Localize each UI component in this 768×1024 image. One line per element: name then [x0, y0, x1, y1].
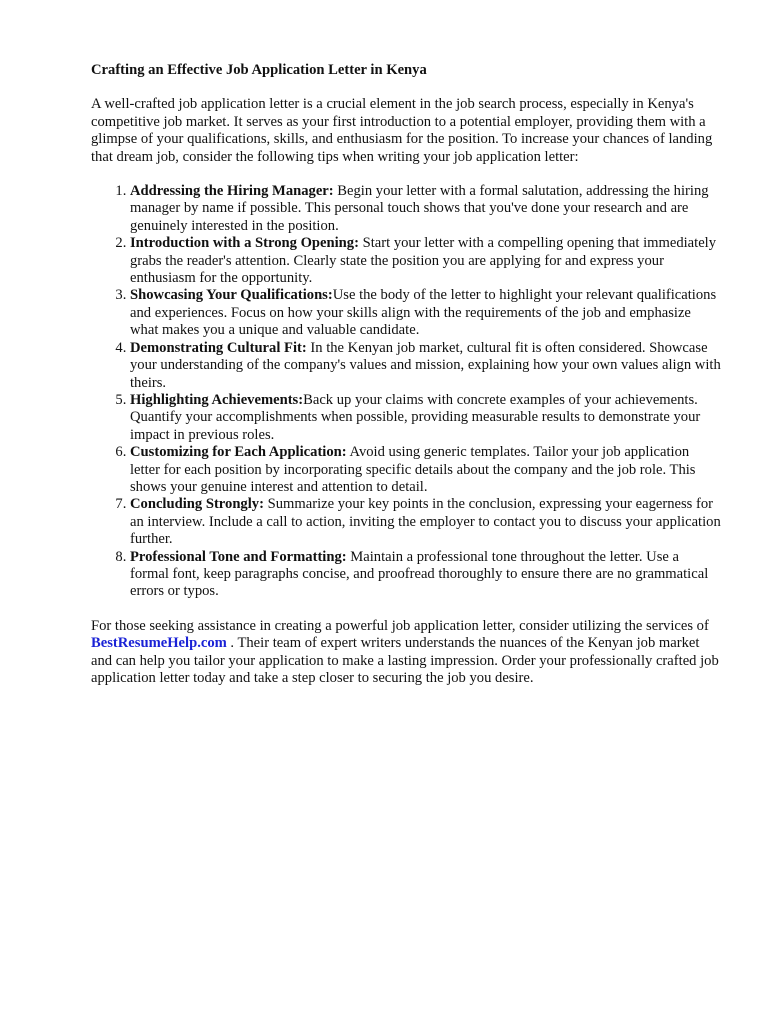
list-item — [130, 287, 721, 339]
tip-body: Summarize your key points in the conclusion, expressing your eagerness for an interview. Include a call to action, inviting the employer to contact you to discuss your application further. — [130, 496, 721, 548]
tip-heading: Demonstrating Cultural Fit: — [130, 339, 307, 356]
closing-text-after: . Their team of expert writers understands the nuances of the Kenyan job market and can help you tailor your application to make a lasting impression. Order your professionally crafted job application letter today and take a step closer to securing the job you desire. — [91, 635, 719, 686]
list-item — [130, 444, 721, 496]
tip-body: Back up your claims with concrete examples of your achievements. Quantify your accomplishments when possible, providing measurable results to demonstrate your impact in previous roles. — [130, 391, 701, 443]
list-item — [130, 496, 721, 548]
list-item — [130, 549, 721, 601]
tip-heading: Addressing the Hiring Manager: — [130, 183, 334, 200]
tip-heading: Showcasing Your Qualifications: — [130, 287, 333, 304]
list-item — [130, 235, 721, 287]
list-item — [130, 340, 721, 392]
tip-heading: Introduction with a Strong Opening: — [130, 235, 359, 252]
list-item — [130, 392, 721, 444]
list-item — [130, 183, 721, 235]
tip-body: Avoid using generic templates. Tailor your job application letter for each position by incorporating specific details about the company and the job role. This shows your genuine interest and attention to detail. — [130, 444, 696, 495]
tip-heading: Highlighting Achievements: — [130, 391, 304, 408]
tip-body: Maintain a professional tone throughout the letter. Use a formal font, keep paragraphs concise, and proofread thoroughly to ensure there are no grammatical errors or typos. — [130, 548, 709, 600]
document-title: Crafting an Effective Job Application Letter in Kenya — [91, 62, 427, 78]
intro-paragraph: A well-crafted job application letter is a crucial element in the job search process, especially in Kenya's competitive job market. It serves as your first introduction to a potential employer, providing them with a glimpse of your qualifications, skills, and enthusiasm for the position. To increase your chances of landing that dream job, consider the following tips when writing your job application letter: — [91, 96, 713, 165]
tip-body: Use the body of the letter to highlight your relevant qualifications and experiences. Focus on how your skills align with the requirements of the job and emphasize what makes you a unique and valuable candidate. — [130, 287, 717, 339]
tip-body: Begin your letter with a formal salutation, addressing the hiring manager by name if possible. This personal touch shows that you've done your research and are genuinely interested in the position. — [130, 183, 709, 234]
tip-heading: Professional Tone and Formatting: — [130, 548, 347, 565]
tip-heading: Customizing for Each Application: — [130, 444, 347, 461]
tip-heading: Concluding Strongly: — [130, 496, 264, 513]
bestresumehelp-link[interactable]: BestResumeHelp.com — [91, 635, 227, 652]
tips-list — [91, 183, 721, 601]
tip-body: In the Kenyan job market, cultural fit is often considered. Showcase your understanding of the company's values and mission, explaining how your own values align with theirs. — [130, 339, 721, 391]
document-page — [91, 62, 721, 687]
closing-paragraph — [91, 618, 721, 688]
closing-text-before: For those seeking assistance in creating a powerful job application letter, consider utilizing the services of — [91, 617, 709, 634]
tip-body: Start your letter with a compelling opening that immediately grabs the reader's attention. Clearly state the position you are applying for and express your enthusiasm for the opportunity. — [130, 235, 717, 287]
